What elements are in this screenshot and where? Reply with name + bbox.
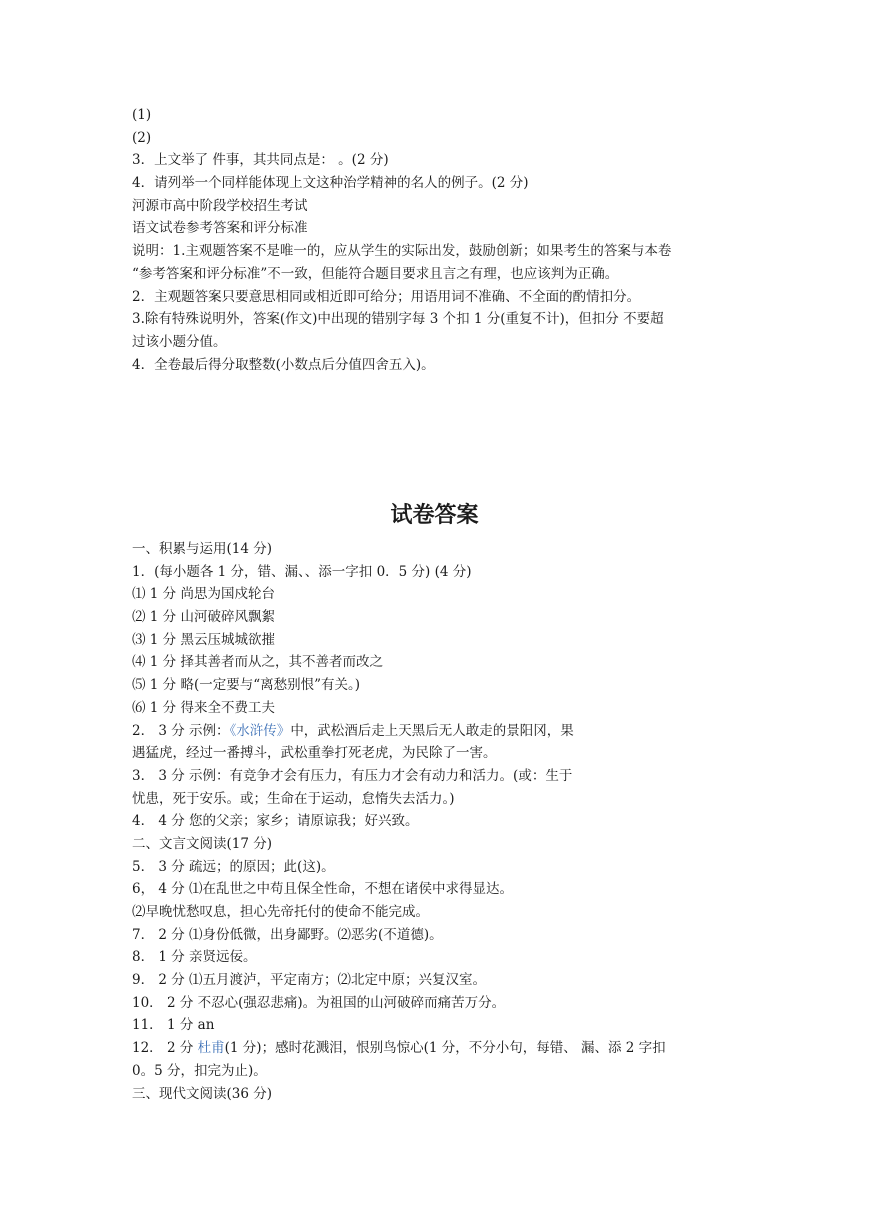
text-line: 4． 4 分 您的父亲；家乡；请原谅我；好兴致。	[132, 813, 419, 830]
text-line: 11． 1 分 an	[132, 1017, 215, 1034]
text-line: 语文试卷参考答案和评分标准	[132, 220, 308, 237]
text-segment: (1 分)；感时花溅泪，恨别鸟惊心(1 分，不分小句，每错、 漏、添 2 字扣	[224, 1040, 666, 1057]
text-line: 8． 1 分 亲贤远佞。	[132, 949, 257, 966]
book-link[interactable]: 《水浒传》	[229, 722, 291, 739]
text-line: ⑸ 1 分 略(一定要与“离愁别恨”有关。)	[132, 677, 361, 694]
text-line: ⑵早晚忧愁叹息，担心先帝托付的使命不能完成。	[132, 904, 429, 920]
text-line: 0。5 分，扣完为止)。	[132, 1062, 267, 1079]
text-line: 3． 3 分 示例：有竞争才会有压力，有压力才会有动力和活力。(或：生于	[132, 767, 573, 784]
text-line: 5． 3 分 疏远；的原因；此(这)。	[132, 858, 335, 875]
top-section	[132, 104, 742, 376]
text-line: 10． 2 分 不忍心(强忍悲痛)。为祖国的山河破碎而痛苦万分。	[132, 994, 506, 1011]
text-line: ⑴ 1 分 尚思为国戍轮台	[132, 586, 275, 603]
text-line	[132, 1037, 742, 1060]
text-line: 7． 2 分 ⑴身份低微，出身鄙野。⑵恶劣(不道德)。	[132, 926, 443, 943]
text-line: 2．主观题答案只要意思相同或相近即可给分；用语用词不准确、不全面的酌情扣分。	[132, 288, 641, 305]
text-segment: 12． 2 分	[132, 1040, 198, 1057]
section-heading: 二、文言文阅读(17 分)	[132, 835, 273, 852]
text-line: (1)	[132, 107, 152, 123]
text-line: 6， 4 分 ⑴在乱世之中苟且保全性命，不想在诸侯中求得显达。	[132, 881, 514, 898]
section-heading: 一、积累与运用(14 分)	[132, 541, 273, 557]
text-line: 1．(每小题各 1 分，错、漏、、添一字扣 0．5 分) (4 分)	[132, 563, 472, 580]
text-line: 忧患，死于安乐。或；生命在于运动，怠惰失去活力。)	[132, 790, 455, 807]
text-line: 河源市高中阶段学校招生考试	[132, 197, 308, 214]
text-line: 4．全卷最后得分取整数(小数点后分值四舍五入)。	[132, 356, 435, 373]
text-segment: 中，武松酒后走上天黑后无人敢走的景阳冈，果	[290, 722, 574, 739]
section-heading: 三、现代文阅读(36 分)	[132, 1085, 273, 1102]
text-segment: 2． 3 分 示例：	[132, 722, 230, 739]
text-line: (2)	[132, 129, 152, 146]
text-line: ⑶ 1 分 黑云压城城欲摧	[132, 631, 275, 648]
text-line: 3.除有特殊说明外，答案(作文)中出现的错别字每 3 个扣 1 分(重复不计)，但扣分 不要超	[132, 311, 664, 328]
author-link[interactable]: 杜甫	[197, 1040, 225, 1057]
answers-section	[132, 538, 742, 1105]
text-line: 说明：1.主观题答案不是唯一的，应从学生的实际出发，鼓励创新；如果考生的答案与本卷	[132, 243, 672, 260]
text-line: 遇猛虎，经过一番搏斗，武松重拳打死老虎，为民除了一害。	[132, 745, 497, 762]
text-line: 4．请列举一个同样能体现上文这种治学精神的名人的例子。(2 分)	[132, 175, 529, 192]
text-line: ⑷ 1 分 择其善者而从之，其不善者而改之	[132, 654, 383, 671]
text-line: ⑹ 1 分 得来全不费工夫	[132, 699, 275, 716]
answer-title: 试卷答案	[390, 503, 479, 528]
text-line: 过该小题分值。	[132, 333, 227, 350]
text-line: “参考答案和评分标准”不一致，但能符合题目要求且言之有理，也应该判为正确。	[132, 265, 619, 282]
text-line: ⑵ 1 分 山河破碎风飘絮	[132, 609, 275, 626]
text-line: 9． 2 分 ⑴五月渡泸，平定南方；⑵北定中原；兴复汉室。	[132, 972, 487, 989]
text-line: 3．上文举了 件事，其共同点是： 。(2 分)	[132, 152, 389, 169]
text-line	[132, 720, 742, 743]
